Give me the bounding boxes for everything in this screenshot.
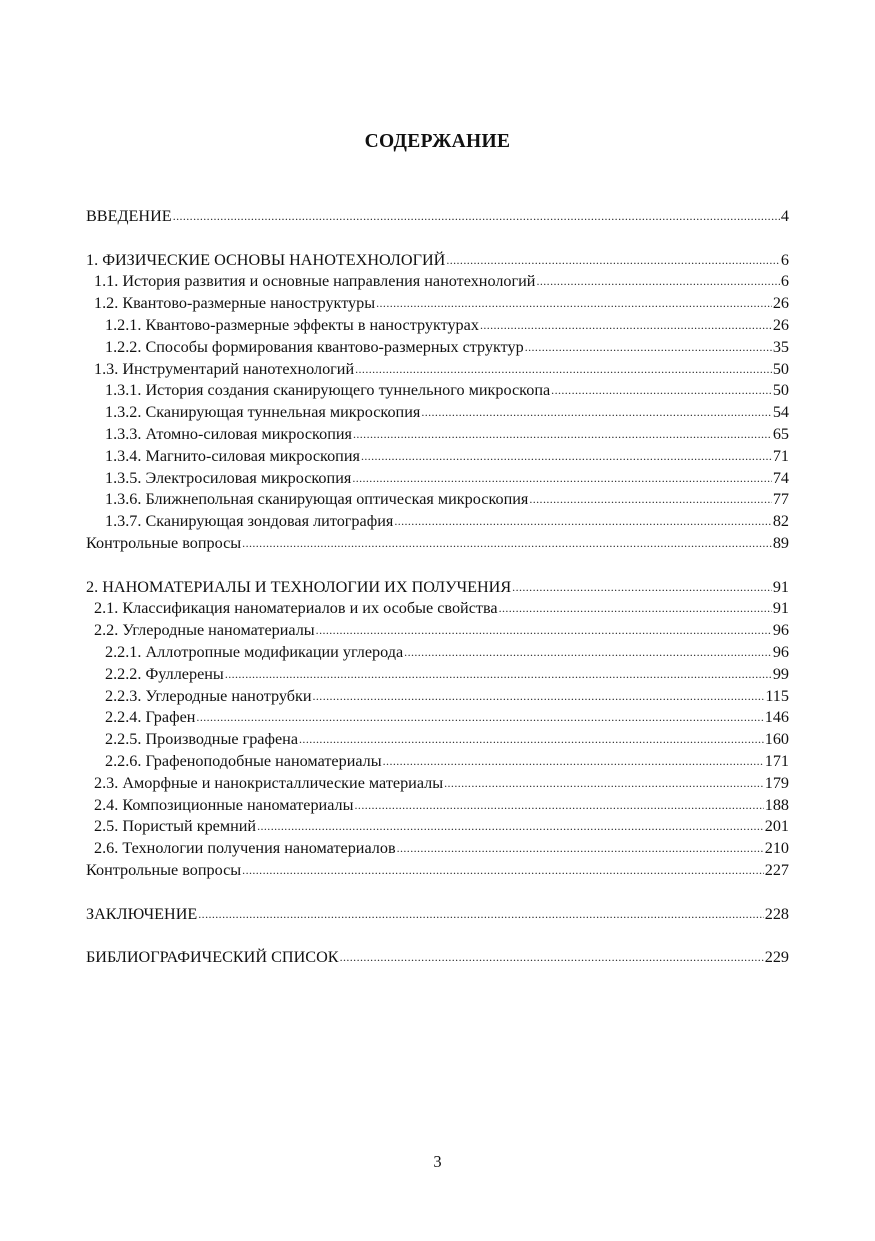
toc-entry-page: 96 xyxy=(772,642,789,661)
toc-entry-title: 1.2.2. Способы формирования квантово-размерных структур xyxy=(105,337,524,356)
toc-dot-leader xyxy=(529,489,771,511)
toc-entry-title: 2.3. Аморфные и нанокристаллические материалы xyxy=(94,773,444,792)
toc-entry-page: 77 xyxy=(772,490,789,509)
toc-entry-page: 26 xyxy=(772,294,789,313)
toc-dot-leader xyxy=(340,947,764,969)
toc-entry[interactable] xyxy=(86,359,789,381)
toc-entry[interactable] xyxy=(86,838,789,860)
toc-entry-title: 2.2.3. Углеродные нанотрубки xyxy=(105,686,312,705)
toc-entry-page: 210 xyxy=(764,839,789,858)
toc-entry[interactable] xyxy=(86,816,789,838)
toc-dot-leader xyxy=(353,424,772,446)
page-number: 3 xyxy=(433,1152,442,1171)
toc-entry[interactable] xyxy=(86,533,789,555)
toc-entry-title: 2.1. Классификация наноматериалов и их особые свойства xyxy=(94,599,498,618)
toc-dot-leader xyxy=(299,729,764,751)
toc-dot-leader xyxy=(480,315,772,337)
toc-entry-title: 1.3.7. Сканирующая зондовая литография xyxy=(105,512,394,531)
toc-entry-page: 74 xyxy=(772,468,789,487)
toc-entry[interactable] xyxy=(86,860,789,882)
toc-entry-page: 115 xyxy=(765,686,789,705)
toc-entry[interactable] xyxy=(86,271,789,293)
toc-dot-leader xyxy=(376,293,772,315)
toc-dot-leader xyxy=(242,860,764,882)
toc-dot-leader xyxy=(512,577,772,599)
toc-entry-title: Контрольные вопросы xyxy=(86,860,242,879)
toc-entry[interactable] xyxy=(86,598,789,620)
toc-entry-page: 6 xyxy=(780,272,789,291)
toc-entry[interactable] xyxy=(86,904,789,926)
toc-entry[interactable] xyxy=(86,468,789,490)
toc-entry-page: 26 xyxy=(772,315,789,334)
toc-dot-leader xyxy=(383,751,764,773)
toc-entry[interactable] xyxy=(86,315,789,337)
toc-dot-leader xyxy=(225,664,772,686)
toc-entry[interactable] xyxy=(86,380,789,402)
page-title: СОДЕРЖАНИЕ xyxy=(364,131,511,152)
toc-entry-page: 35 xyxy=(772,337,789,356)
table-of-contents xyxy=(86,206,789,969)
toc-entry-title: 1.3.6. Ближнепольная сканирующая оптическая микроскопия xyxy=(105,490,529,509)
toc-dot-leader xyxy=(551,380,772,402)
toc-entry[interactable] xyxy=(86,577,789,599)
toc-entry-title: БИБЛИОГРАФИЧЕСКИЙ СПИСОК xyxy=(86,948,339,967)
toc-entry[interactable] xyxy=(86,947,789,969)
toc-dot-leader xyxy=(421,402,771,424)
toc-entry[interactable] xyxy=(86,489,789,511)
toc-dot-leader xyxy=(173,206,780,228)
toc-entry-page: 6 xyxy=(780,250,789,269)
toc-entry[interactable] xyxy=(86,707,789,729)
toc-entry-title: 1.3.3. Атомно-силовая микроскопия xyxy=(105,424,352,443)
toc-entry-title: ВВЕДЕНИЕ xyxy=(86,207,172,225)
toc-dot-leader xyxy=(394,511,772,533)
toc-entry-page: 82 xyxy=(772,512,789,531)
toc-entry[interactable] xyxy=(86,511,789,533)
toc-dot-leader xyxy=(444,773,764,795)
toc-entry[interactable] xyxy=(86,795,789,817)
toc-entry-page: 91 xyxy=(772,599,789,618)
toc-entry-page: 160 xyxy=(764,730,789,749)
toc-entry-title: 1. ФИЗИЧЕСКИЕ ОСНОВЫ НАНОТЕХНОЛОГИЙ xyxy=(86,250,446,269)
toc-entry-page: 91 xyxy=(772,577,789,596)
toc-entry[interactable] xyxy=(86,642,789,664)
toc-entry-title: 1.3. Инструментарий нанотехнологий xyxy=(94,359,355,378)
toc-dot-leader xyxy=(316,620,772,642)
toc-dot-leader xyxy=(536,271,779,293)
toc-entry[interactable] xyxy=(86,773,789,795)
toc-entry-title: ЗАКЛЮЧЕНИЕ xyxy=(86,904,198,923)
toc-entry[interactable] xyxy=(86,446,789,468)
toc-dot-leader xyxy=(446,250,780,272)
toc-entry-title: 2.2.1. Аллотропные модификации углерода xyxy=(105,642,404,661)
toc-entry-page: 54 xyxy=(772,403,789,422)
toc-entry-title: 2.2.2. Фуллерены xyxy=(105,664,224,683)
toc-entry[interactable] xyxy=(86,664,789,686)
toc-entry[interactable] xyxy=(86,620,789,642)
toc-entry-title: 1.2.1. Квантово-размерные эффекты в наноструктурах xyxy=(105,315,479,334)
toc-entry[interactable] xyxy=(86,424,789,446)
toc-entry-page: 71 xyxy=(772,446,789,465)
toc-entry-title: 2.5. Пористый кремний xyxy=(94,817,257,836)
toc-entry[interactable] xyxy=(86,337,789,359)
toc-entry-title: 2.6. Технологии получения наноматериалов xyxy=(94,839,396,858)
toc-entry[interactable] xyxy=(86,686,789,708)
toc-entry[interactable] xyxy=(86,293,789,315)
toc-dot-leader xyxy=(355,795,764,817)
toc-entry-page: 227 xyxy=(764,860,789,879)
toc-entry-page: 65 xyxy=(772,424,789,443)
toc-entry-page: 201 xyxy=(764,817,789,836)
toc-entry-page: 89 xyxy=(772,533,789,552)
toc-dot-leader xyxy=(404,642,772,664)
toc-dot-leader xyxy=(361,446,772,468)
toc-entry-title: 2.2.5. Производные графена xyxy=(105,730,299,749)
toc-entry-title: 2.2.4. Графен xyxy=(105,708,196,727)
toc-entry-title: 1.3.5. Электросиловая микроскопия xyxy=(105,468,352,487)
toc-entry-title: 2.2. Углеродные наноматериалы xyxy=(94,621,315,640)
toc-entry-title: 1.2. Квантово-размерные наноструктуры xyxy=(94,294,376,313)
toc-dot-leader xyxy=(397,838,764,860)
toc-entry-title: 1.1. История развития и основные направления нанотехнологий xyxy=(94,272,536,291)
toc-entry[interactable] xyxy=(86,250,789,272)
toc-entry-page: 171 xyxy=(764,751,789,770)
toc-entry-page: 179 xyxy=(764,773,789,792)
toc-entry-page: 4 xyxy=(780,207,789,225)
toc-entry-page: 229 xyxy=(764,948,789,967)
toc-entry-title: 1.3.1. История создания сканирующего туннельного микроскопа xyxy=(105,381,551,400)
toc-entry-page: 228 xyxy=(764,904,789,923)
toc-entry-page: 188 xyxy=(764,795,789,814)
toc-dot-leader xyxy=(198,904,763,926)
toc-entry-title: 1.3.2. Сканирующая туннельная микроскопия xyxy=(105,403,421,422)
toc-dot-leader xyxy=(355,359,772,381)
toc-entry[interactable] xyxy=(86,751,789,773)
toc-dot-leader xyxy=(196,707,763,729)
toc-entry-title: 2. НАНОМАТЕРИАЛЫ И ТЕХНОЛОГИИ ИХ ПОЛУЧЕНИЯ xyxy=(86,577,512,596)
toc-entry-page: 50 xyxy=(772,359,789,378)
toc-entry[interactable] xyxy=(86,206,789,228)
toc-entry[interactable] xyxy=(86,402,789,424)
toc-entry-title: 2.4. Композиционные наноматериалы xyxy=(94,795,354,814)
toc-dot-leader xyxy=(352,468,772,490)
toc-entry-page: 96 xyxy=(772,621,789,640)
toc-dot-leader xyxy=(525,337,772,359)
toc-dot-leader xyxy=(313,686,765,708)
toc-entry-page: 99 xyxy=(772,664,789,683)
toc-entry-title: 1.3.4. Магнито-силовая микроскопия xyxy=(105,446,360,465)
toc-entry-page: 146 xyxy=(764,708,789,727)
toc-dot-leader xyxy=(499,598,772,620)
toc-dot-leader xyxy=(242,533,772,555)
toc-dot-leader xyxy=(257,816,764,838)
toc-entry-page: 50 xyxy=(772,381,789,400)
toc-entry-title: 2.2.6. Графеноподобные наноматериалы xyxy=(105,751,382,770)
toc-entry-title: Контрольные вопросы xyxy=(86,533,242,552)
toc-entry[interactable] xyxy=(86,729,789,751)
